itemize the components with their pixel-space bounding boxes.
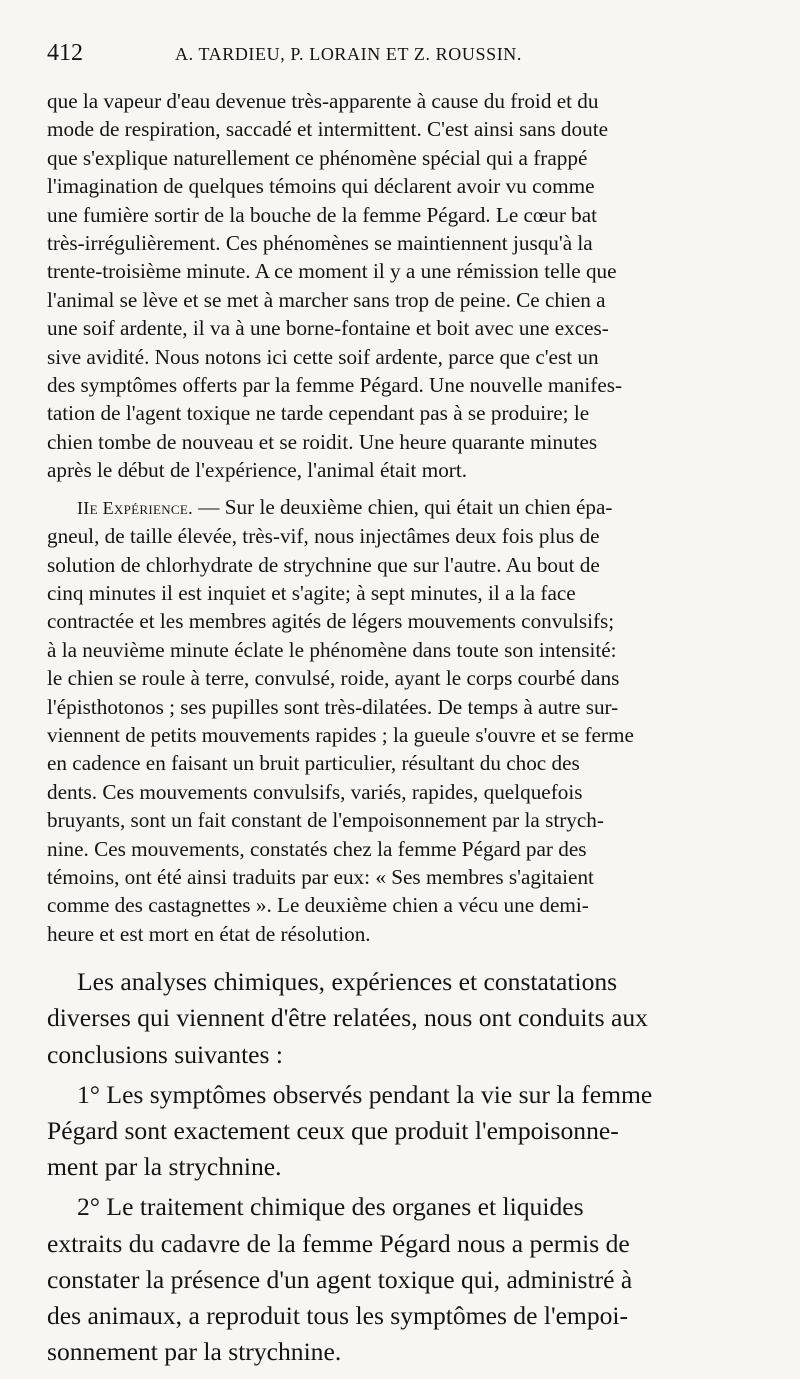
paragraph-first-experiment-end: que la vapeur d'eau devenue très-apparente à cause du froid et du mode de respiration, saccadé et intermittent. C'est ainsi sans doute que s'explique naturellement ce phénomène spécial qui a frappé l'imagination de quelques témoins qui déclarent avoir vu comme une fumière sortir de la bouche de la femme Pégard. Le cœur bat très-irrégulièrement. Ces phénomènes se maintiennent jusqu'à la trente-troisième minute. A ce moment il y a une rémission telle que l'animal se lève et se met à marcher sans trop de peine. Ce chien a une soif ardente, il va à une borne-fontaine et boit avec une exces- sive avidité. Nous notons ici cette soif ardente, parce que c'est un des symptômes offerts par la femme Pégard. Une nouvelle manifes- tation de l'agent toxique ne tarde cependant pas à se produire; le chien tombe de nouveau et se roidit. Une heure quarante minutes après le début de l'expérience, l'animal était mort. — [47, 89, 623, 483]
paragraph-conclusions-intro: Les analyses chimiques, expériences et constatations diverses qui viennent d'être relatées, nous ont conduits aux conclusions suivantes : — [47, 967, 648, 1069]
paragraph-conclusion-1: 1° Les symptômes observés pendant la vie sur la femme Pégard sont exactement ceux que produit l'empoisonne- ment par la strychnine. — [47, 1079, 653, 1182]
paragraph-second-experiment — [47, 493, 766, 949]
experiment-heading: IIe Expérience. — [77, 497, 193, 518]
paragraph-conclusion-2: 2° Le traitement chimique des organes et liquides extraits du cadavre de la femme Pégard nous a permis de constater la présence d'un agent toxique qui, administré à des animaux, a reproduit tous les symptômes de l'empoi- sonnement par la strychnine. — [47, 1192, 633, 1367]
page-header — [47, 38, 766, 78]
running-title: A. TARDIEU, P. LORAIN ET Z. ROUSSIN. — [175, 44, 523, 64]
second-experiment-text: — Sur le deuxième chien, qui était un chien épa- gneul, de taille élevée, très-vif, nous injectâmes deux fois plus de solution de chlorhydrate de strychnine que sur l'autre. Au bout de cinq minutes il est inquiet et s'agite; à sept minutes, il a la face contractée et les membres agités de légers mouvements convulsifs; à la neuvième minute éclate le phénomène dans toute son intensité: le chien se roule à terre, convulsé, roide, ayant le corps courbé dans l'épisthotonos ; ses pupilles sont très-dilatées. De temps à autre sur- viennent de petits mouvements rapides ; la gueule s'ouvre et se ferme en cadence en faisant un bruit particulier, résultant du choc des dents. Ces mouvements convulsifs, variés, rapides, quelquefois bruyants, sont un fait constant de l'empoisonnement par la strych- nine. Ces mouvements, constatés chez la femme Pégard par des témoins, ont été ainsi traduits par eux: « Ses membres s'agitaient comme des castagnettes ». Le deuxième chien a vécu une demi- heure et est mort en état de résolution. — [47, 494, 634, 946]
page-number: 412 — [47, 40, 83, 66]
